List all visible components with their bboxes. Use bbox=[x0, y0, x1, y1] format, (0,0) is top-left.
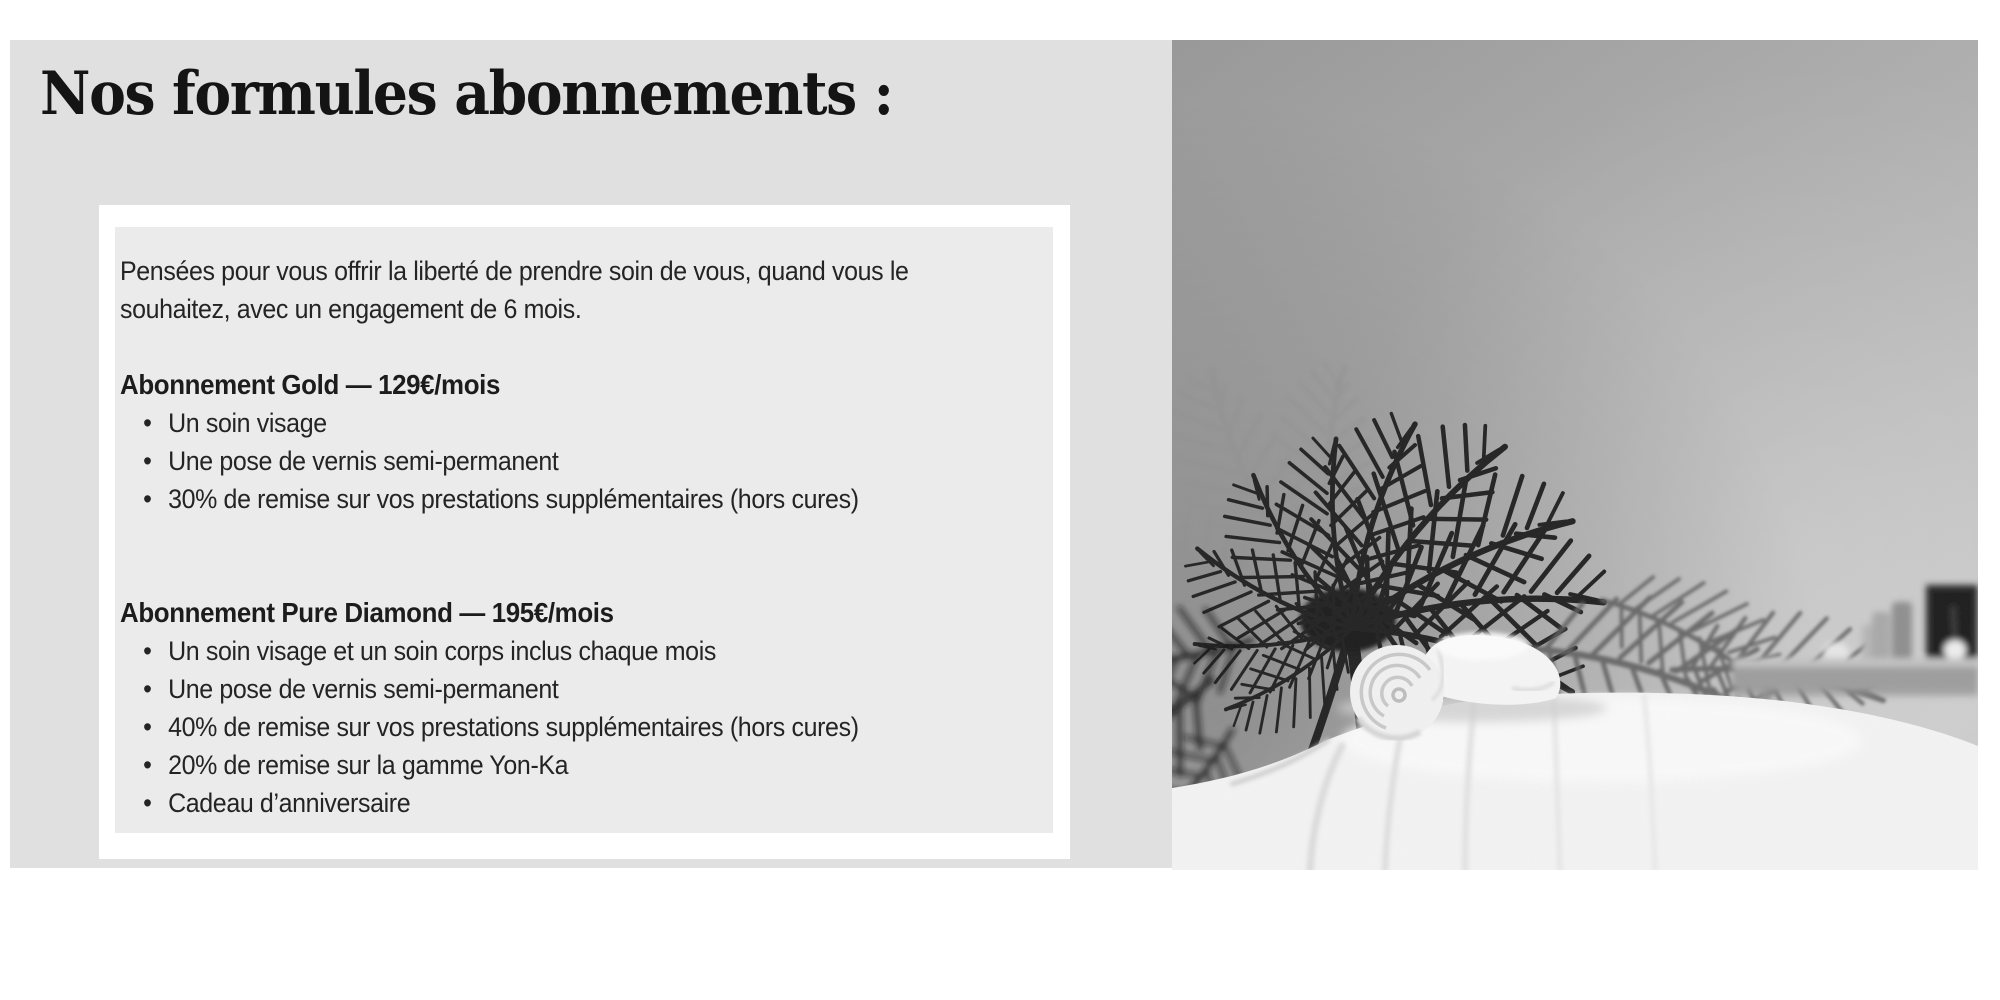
bullet-dot-icon: • bbox=[143, 712, 152, 742]
list-item bbox=[120, 404, 1052, 442]
plan-heading-pure-diamond: Abonnement Pure Diamond — 195€/mois bbox=[120, 597, 614, 628]
list-item bbox=[120, 670, 1052, 708]
list-item-text: Une pose de vernis semi-permanent bbox=[168, 446, 559, 476]
list-item-text: Un soin visage bbox=[168, 408, 327, 438]
page-title: Nos formules abonnements : bbox=[40, 59, 893, 129]
list-item bbox=[120, 784, 1052, 822]
bullet-dot-icon: • bbox=[143, 446, 152, 476]
list-item bbox=[120, 442, 1052, 480]
bullet-dot-icon: • bbox=[143, 408, 152, 438]
list-item-text: 30% de remise sur vos prestations supplémentaires (hors cures) bbox=[168, 484, 859, 514]
bullet-dot-icon: • bbox=[143, 636, 152, 666]
list-item-text: Une pose de vernis semi-permanent bbox=[168, 674, 559, 704]
plan-items-pure-diamond bbox=[120, 632, 1052, 822]
plan-section-pure-diamond bbox=[120, 594, 1052, 822]
bullet-dot-icon: • bbox=[143, 484, 152, 514]
intro-line-1: Pensées pour vous offrir la liberté de prendre soin de vous, quand vous le bbox=[120, 256, 909, 286]
intro-line-2: souhaitez, avec un engagement de 6 mois. bbox=[120, 294, 582, 324]
list-item bbox=[120, 480, 1052, 518]
photo-grain-overlay bbox=[1172, 40, 1978, 870]
content-panel bbox=[10, 40, 1172, 868]
spa-photo bbox=[1172, 40, 1978, 870]
plan-heading-gold: Abonnement Gold — 129€/mois bbox=[120, 369, 501, 400]
list-item-text: Cadeau d’anniversaire bbox=[168, 788, 411, 818]
list-item-text: 40% de remise sur vos prestations supplémentaires (hors cures) bbox=[168, 712, 859, 742]
subscription-card-inner bbox=[115, 227, 1053, 833]
list-item bbox=[120, 632, 1052, 670]
plan-items-gold bbox=[120, 404, 1052, 518]
list-item-text: 20% de remise sur la gamme Yon-Ka bbox=[168, 750, 569, 780]
list-item bbox=[120, 708, 1052, 746]
list-item bbox=[120, 746, 1052, 784]
plan-section-gold bbox=[120, 366, 1052, 518]
bullet-dot-icon: • bbox=[143, 788, 152, 818]
bullet-dot-icon: • bbox=[143, 750, 152, 780]
subscription-card bbox=[99, 205, 1070, 859]
card-text-block bbox=[120, 252, 1052, 822]
intro-paragraph bbox=[120, 252, 1052, 328]
list-item-text: Un soin visage et un soin corps inclus chaque mois bbox=[168, 636, 717, 666]
bullet-dot-icon: • bbox=[143, 674, 152, 704]
